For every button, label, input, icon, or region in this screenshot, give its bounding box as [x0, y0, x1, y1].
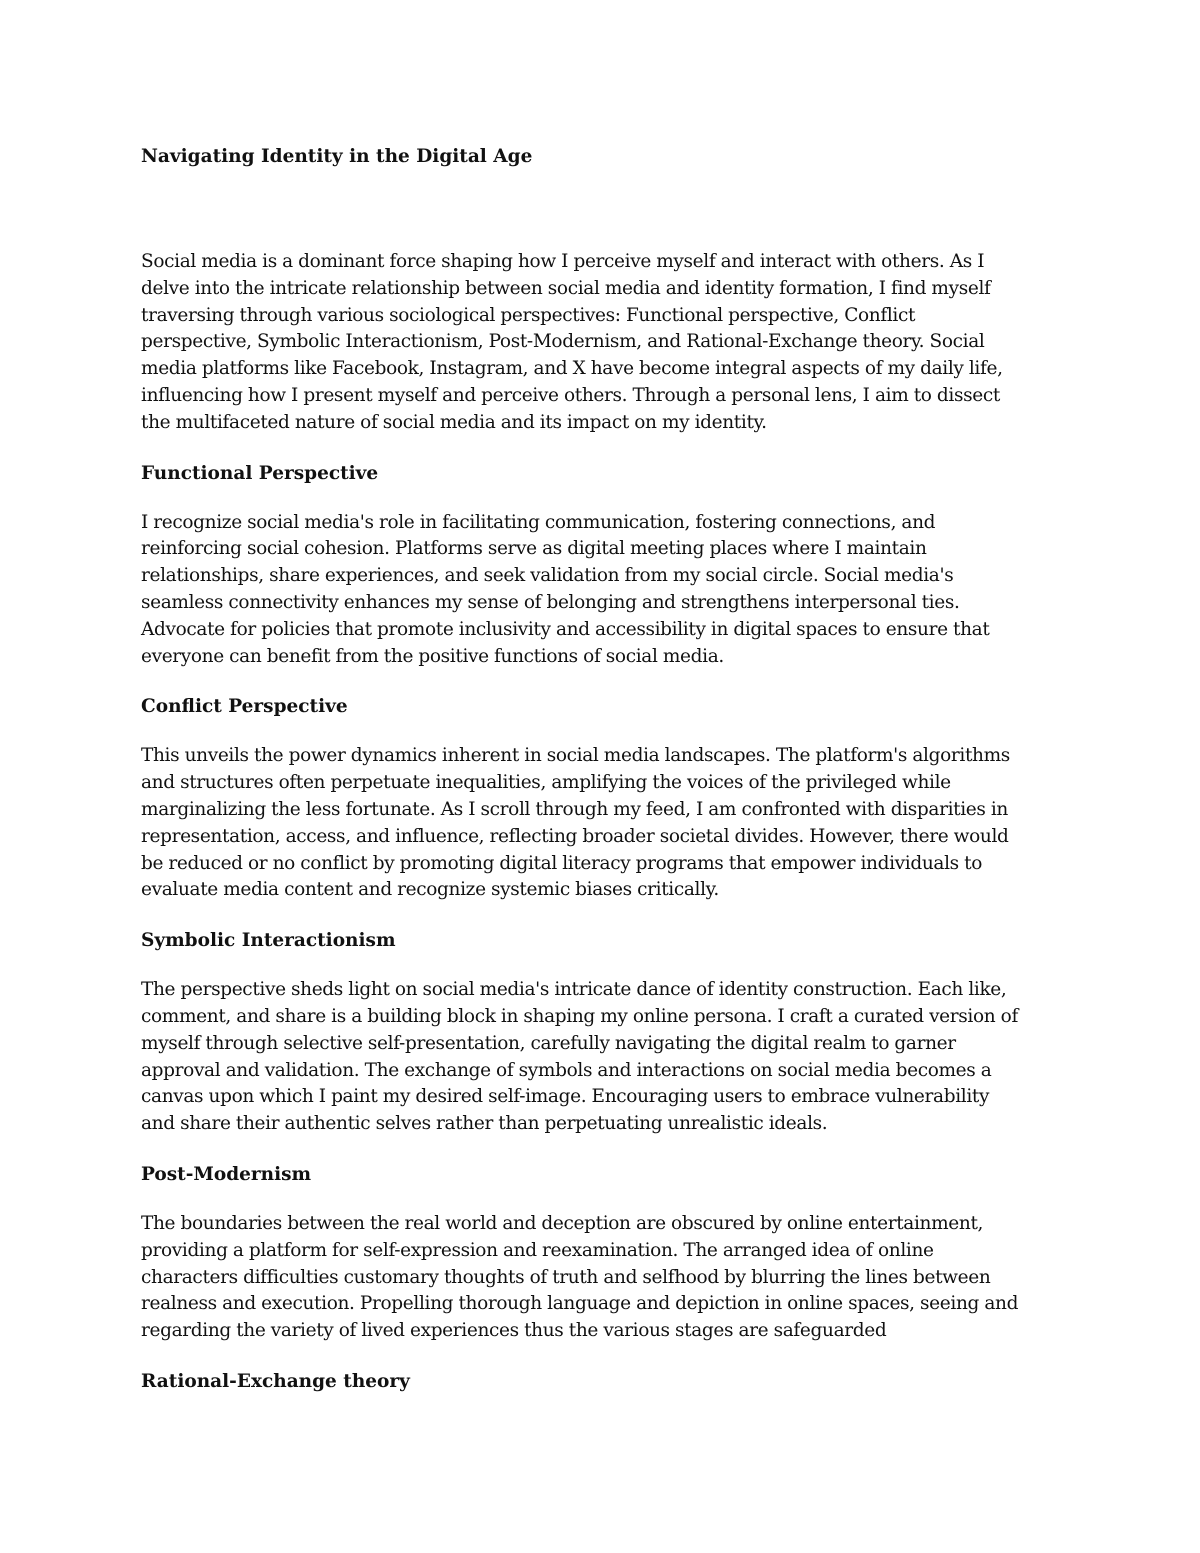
paragraph-line: myself through selective self-presentation, carefully navigating the digital realm to garner [141, 1032, 956, 1054]
paragraph-line: reinforcing social cohesion. Platforms serve as digital meeting places where I maintain [141, 538, 927, 560]
document-title: Navigating Identity in the Digital Age [141, 146, 533, 167]
paragraph-line: I recognize social media's role in facilitating communication, fostering connections, and [141, 511, 936, 533]
paragraph-line: The perspective sheds light on social media's intricate dance of identity construction. Each like, [141, 979, 1007, 1001]
paragraph-line: This unveils the power dynamics inherent in social media landscapes. The platform's algorithms [141, 745, 1010, 767]
intro-line: Social media is a dominant force shaping how I perceive myself and interact with others. As I [141, 251, 985, 272]
section-heading-conflict: Conflict Perspective [141, 696, 348, 718]
paragraph-line: The boundaries between the real world and deception are obscured by online entertainment, [141, 1212, 984, 1234]
paragraph-line: regarding the variety of lived experiences thus the various stages are safeguarded [141, 1320, 887, 1342]
intro-paragraph [141, 249, 1066, 437]
paragraph-line: canvas upon which I paint my desired self-image. Encouraging users to embrace vulnerability [141, 1086, 990, 1108]
paragraph-line: be reduced or no conflict by promoting digital literacy programs that empower individuals to [141, 852, 982, 874]
section-paragraph-functional [141, 510, 1066, 671]
intro-line: traversing through various sociological perspectives: Functional perspective, Conflict [141, 304, 916, 326]
section-heading-symbolic: Symbolic Interactionism [141, 930, 396, 952]
paragraph-line: Advocate for policies that promote inclusivity and accessibility in digital spaces to ensure that [141, 618, 990, 640]
section-heading-functional: Functional Perspective [141, 462, 379, 484]
intro-line: influencing how I present myself and perceive others. Through a personal lens, I aim to dissect [141, 384, 1000, 406]
section-paragraph-symbolic [141, 977, 1066, 1138]
section-paragraph-conflict [141, 743, 1066, 904]
paragraph-line: providing a platform for self-expression and reexamination. The arranged idea of online [141, 1239, 934, 1261]
document-page [141, 143, 1066, 1418]
section-heading-postmodernism: Post-Modernism [141, 1163, 312, 1185]
paragraph-line: seamless connectivity enhances my sense of belonging and strengthens interpersonal ties. [141, 591, 960, 613]
intro-line: delve into the intricate relationship between social media and identity formation, I find myself [141, 277, 991, 299]
paragraph-line: everyone can benefit from the positive functions of social media. [141, 645, 724, 667]
paragraph-line: evaluate media content and recognize systemic biases critically. [141, 879, 719, 901]
intro-line: perspective, Symbolic Interactionism, Post-Modernism, and Rational-Exchange theory. Social [141, 331, 985, 353]
section-paragraph-postmodernism [141, 1211, 1066, 1345]
paragraph-line: and share their authentic selves rather than perpetuating unrealistic ideals. [141, 1113, 828, 1135]
paragraph-line: characters difficulties customary thoughts of truth and selfhood by blurring the lines between [141, 1266, 991, 1288]
intro-line: media platforms like Facebook, Instagram, and X have become integral aspects of my daily life, [141, 358, 1003, 380]
paragraph-line: realness and execution. Propelling thorough language and depiction in online spaces, seeing and [141, 1293, 1019, 1315]
paragraph-line: marginalizing the less fortunate. As I scroll through my feed, I am confronted with disparities in [141, 798, 1008, 820]
intro-line: the multifaceted nature of social media and its impact on my identity. [141, 411, 767, 433]
paragraph-line: and structures often perpetuate inequalities, amplifying the voices of the privileged while [141, 772, 951, 794]
paragraph-line: approval and validation. The exchange of symbols and interactions on social media becomes a [141, 1059, 992, 1081]
section-heading-rational-exchange: Rational-Exchange theory [141, 1370, 410, 1392]
paragraph-line: representation, access, and influence, reflecting broader societal divides. However, there would [141, 825, 1009, 847]
paragraph-line: comment, and share is a building block in shaping my online persona. I craft a curated version of [141, 1005, 1018, 1027]
paragraph-line: relationships, share experiences, and seek validation from my social circle. Social media's [141, 565, 954, 587]
